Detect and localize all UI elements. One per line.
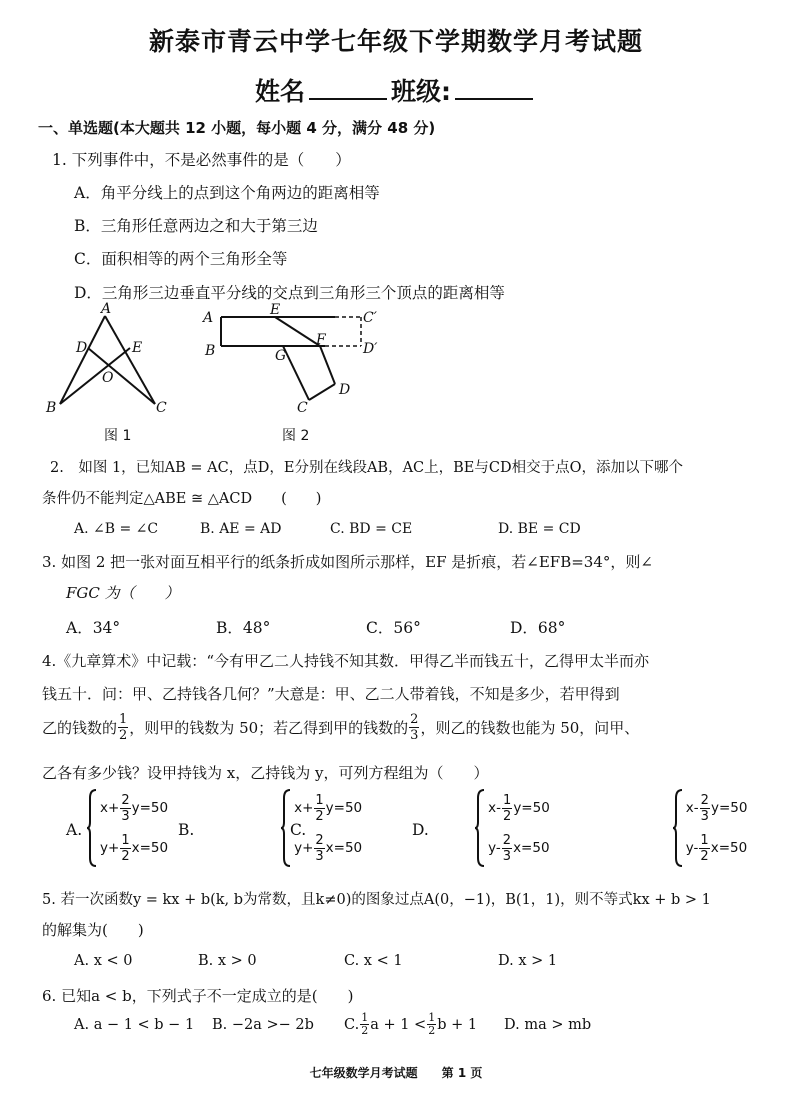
eq-frac xyxy=(314,793,324,824)
fig2-point-d-prime: D′ xyxy=(363,341,378,357)
eq-part: y- xyxy=(685,840,699,856)
fig1-line-ac xyxy=(105,316,155,404)
equation-line-1 xyxy=(686,788,748,828)
section-heading: 一、单选题(本大题共 12 小题，每小题 4 分，满分 48 分) xyxy=(38,119,436,137)
q4-equation-system xyxy=(86,788,168,868)
q5-line2: 的解集为( ) xyxy=(42,921,144,939)
q5-line1: 5. 若一次函数y = kx + b(k, b为常数，且k≠0)的图象过点A(0，−1)，B(1，1)，则不等式kx + b > 1 xyxy=(42,892,711,908)
equation-line-1 xyxy=(488,788,550,828)
name-blank xyxy=(309,78,387,100)
q6-stem: 6. 已知a < b，下列式子不一定成立的是( ) xyxy=(42,987,354,1005)
fig1-line-ab xyxy=(60,316,105,404)
fig2-point-f: F xyxy=(316,332,326,348)
fig2-label: 图 2 xyxy=(282,428,310,444)
eq-part: x- xyxy=(685,800,699,816)
eq-part: y+ xyxy=(294,840,314,856)
eq-frac xyxy=(502,793,512,824)
frac-den: 2 xyxy=(121,848,130,864)
q2-option-c: C. BD = CE xyxy=(330,521,413,537)
frac-den: 2 xyxy=(361,1024,369,1037)
frac-num: 1 xyxy=(361,1011,369,1024)
q4-equation-system xyxy=(474,788,550,868)
q2-stem-line2: 条件仍不能判定△ABE ≅ △ACD ( ) xyxy=(42,491,322,507)
q3-option-d: D．68° xyxy=(510,619,566,637)
q2-option-d: D. BE = CD xyxy=(498,521,581,537)
q4-frac-half xyxy=(118,712,128,743)
q1-option-d: D．三角形三边垂直平分线的交点到三角形三个顶点的距离相等 xyxy=(74,284,505,302)
eq-part: y=50 xyxy=(513,800,550,816)
q3-option-a: A．34° xyxy=(66,619,121,637)
q6-option-c-mid: a + 1 < xyxy=(370,1016,427,1033)
q1-option-a: A．角平分线上的点到这个角两边的距离相等 xyxy=(74,184,380,202)
frac-den: 2 xyxy=(428,1024,436,1037)
fig1-point-b: B xyxy=(46,400,57,416)
name-class-row xyxy=(0,72,792,108)
q1-option-b: B．三角形任意两边之和大于第三边 xyxy=(74,217,318,235)
eq-part: x+ xyxy=(100,800,120,816)
q4-option-label: C. xyxy=(290,821,307,839)
q4-line3-c: ，则乙的钱数也能为 50，问甲、 xyxy=(420,719,640,737)
fig1-label: 图 1 xyxy=(104,428,132,444)
figure-2 xyxy=(195,300,395,450)
q3-stem-line2: FGC 为（ ） xyxy=(66,584,180,602)
q4-option-label: B. xyxy=(178,821,195,839)
q4-equation-system xyxy=(672,788,748,868)
equation-line-2 xyxy=(100,828,168,868)
frac-num: 1 xyxy=(428,1011,436,1024)
frac-den: 3 xyxy=(410,728,419,743)
frac-num: 2 xyxy=(121,792,130,808)
fig2-folded-left xyxy=(283,346,309,400)
page-title: 新泰市青云中学七年级下学期数学月考试题 xyxy=(148,27,643,56)
q4-frac-two-thirds xyxy=(409,712,419,743)
frac-den: 2 xyxy=(700,848,709,864)
q5-option-b: B. x > 0 xyxy=(198,953,257,969)
frac-den: 2 xyxy=(119,728,128,743)
fig1-point-d: D xyxy=(76,340,88,356)
eq-part: x=50 xyxy=(325,840,363,856)
brace-icon xyxy=(474,788,486,868)
q2-option-b: B. AE = AD xyxy=(200,521,282,537)
frac-num: 2 xyxy=(700,792,709,808)
frac-num: 2 xyxy=(502,832,512,848)
q4-line3-a: 乙的钱数的 xyxy=(42,719,118,737)
q5-option-d: D. x > 1 xyxy=(498,953,558,969)
fig2-folded-bottom xyxy=(309,384,335,400)
brace-icon xyxy=(672,788,684,868)
figure-1 xyxy=(40,300,180,450)
q4-line3-b: ，则甲的钱数为 50；若乙得到甲的钱数的 xyxy=(129,719,409,737)
frac-num: 1 xyxy=(503,792,512,808)
q6-option-c xyxy=(344,1012,477,1037)
q4-line2: 钱五十．问：甲、乙持钱各几何？”大意是：甲、乙二人带着钱，不知是多少，若甲得到 xyxy=(42,685,620,703)
eq-frac xyxy=(314,833,324,864)
q1-stem: 1. 下列事件中，不是必然事件的是（ ） xyxy=(52,151,351,169)
brace-icon xyxy=(86,788,98,868)
fig1-point-a: A xyxy=(101,301,112,317)
eq-part: x- xyxy=(488,800,502,816)
eq-part: x=50 xyxy=(710,840,748,856)
eq-frac xyxy=(120,793,130,824)
fig1-line-be xyxy=(60,348,130,404)
q6-option-d: D. ma > mb xyxy=(504,1017,592,1033)
equation-line-2 xyxy=(686,828,748,868)
q1-option-c: C．面积相等的两个三角形全等 xyxy=(74,250,288,268)
q6-option-b: B. −2a >− 2b xyxy=(212,1017,314,1033)
q3-option-b: B．48° xyxy=(216,619,271,637)
frac-num: 2 xyxy=(410,712,419,727)
frac-num: 1 xyxy=(121,832,130,848)
frac-den: 3 xyxy=(315,848,324,864)
q3-option-c: C．56° xyxy=(366,619,421,637)
eq-part: y=50 xyxy=(131,800,169,816)
fig2-point-e: E xyxy=(270,302,281,318)
fig1-point-o: O xyxy=(102,370,114,386)
frac-num: 2 xyxy=(315,832,324,848)
q6-option-c-label: C. xyxy=(344,1016,360,1033)
q4-line3 xyxy=(42,712,639,743)
frac-num: 1 xyxy=(119,712,128,727)
class-label: 班级: xyxy=(391,77,451,106)
q2-stem-line1: 2. 如图 1，已知AB = AC，点D，E分别在线段AB，AC上，BE与CD相交于点O，添加以下哪个 xyxy=(50,460,683,476)
q5-option-c: C. x < 1 xyxy=(344,953,403,969)
class-blank xyxy=(455,78,533,100)
q6-frac-b xyxy=(427,1012,436,1037)
fig1-point-c: C xyxy=(156,400,167,416)
frac-num: 1 xyxy=(700,832,709,848)
q4-option-label: A. xyxy=(66,821,83,839)
eq-part: y+ xyxy=(100,840,120,856)
fig2-point-c-prime: C′ xyxy=(363,310,377,326)
frac-num: 1 xyxy=(315,792,324,808)
equation-line-2 xyxy=(488,828,550,868)
eq-frac xyxy=(699,833,709,864)
name-label: 姓名 xyxy=(254,77,305,106)
q6-option-c-end: b + 1 xyxy=(437,1016,478,1033)
eq-part: x=50 xyxy=(131,840,169,856)
page-footer: 七年级数学月考试题 第 1 页 xyxy=(309,1066,483,1080)
fig2-point-g: G xyxy=(275,348,287,364)
q6-option-a: A. a − 1 < b − 1 xyxy=(74,1017,195,1033)
q3-stem-line1: 3. 如图 2 把一张对面互相平行的纸条折成如图所示那样，EF 是折痕，若∠EFB=34°，则∠ xyxy=(42,553,653,571)
frac-den: 3 xyxy=(700,808,709,824)
fig1-line-cd xyxy=(88,348,155,404)
equation-line-1 xyxy=(100,788,168,828)
q4-option-label: D. xyxy=(412,821,429,839)
eq-frac xyxy=(700,793,710,824)
eq-part: y=50 xyxy=(325,800,363,816)
fig2-point-d: D xyxy=(339,382,351,398)
q4-line4: 乙各有多少钱？设甲持钱为 x，乙持钱为 y，可列方程组为（ ） xyxy=(42,764,489,782)
fig2-point-b: B xyxy=(205,343,216,359)
q2-option-a: A. ∠B = ∠C xyxy=(74,521,159,537)
frac-den: 3 xyxy=(502,848,512,864)
eq-part: y=50 xyxy=(710,800,748,816)
fig2-fold-line-ef xyxy=(275,317,320,346)
eq-part: x+ xyxy=(294,800,314,816)
eq-part: x=50 xyxy=(513,840,550,856)
fig2-point-a: A xyxy=(203,310,214,326)
q6-frac-a xyxy=(360,1012,369,1037)
fig2-point-c: C xyxy=(297,400,308,416)
fig2-folded-right xyxy=(320,346,335,384)
q5-option-a: A. x < 0 xyxy=(74,953,133,969)
eq-frac xyxy=(120,833,130,864)
frac-den: 3 xyxy=(121,808,130,824)
q4-line1: 4.《九章算术》中记载：“今有甲乙二人持钱不知其数．甲得乙半而钱五十，乙得甲太半而亦 xyxy=(42,652,649,670)
fig1-point-e: E xyxy=(132,340,143,356)
frac-den: 2 xyxy=(315,808,324,824)
eq-part: y- xyxy=(488,840,501,856)
eq-frac xyxy=(502,833,512,864)
frac-den: 2 xyxy=(503,808,512,824)
